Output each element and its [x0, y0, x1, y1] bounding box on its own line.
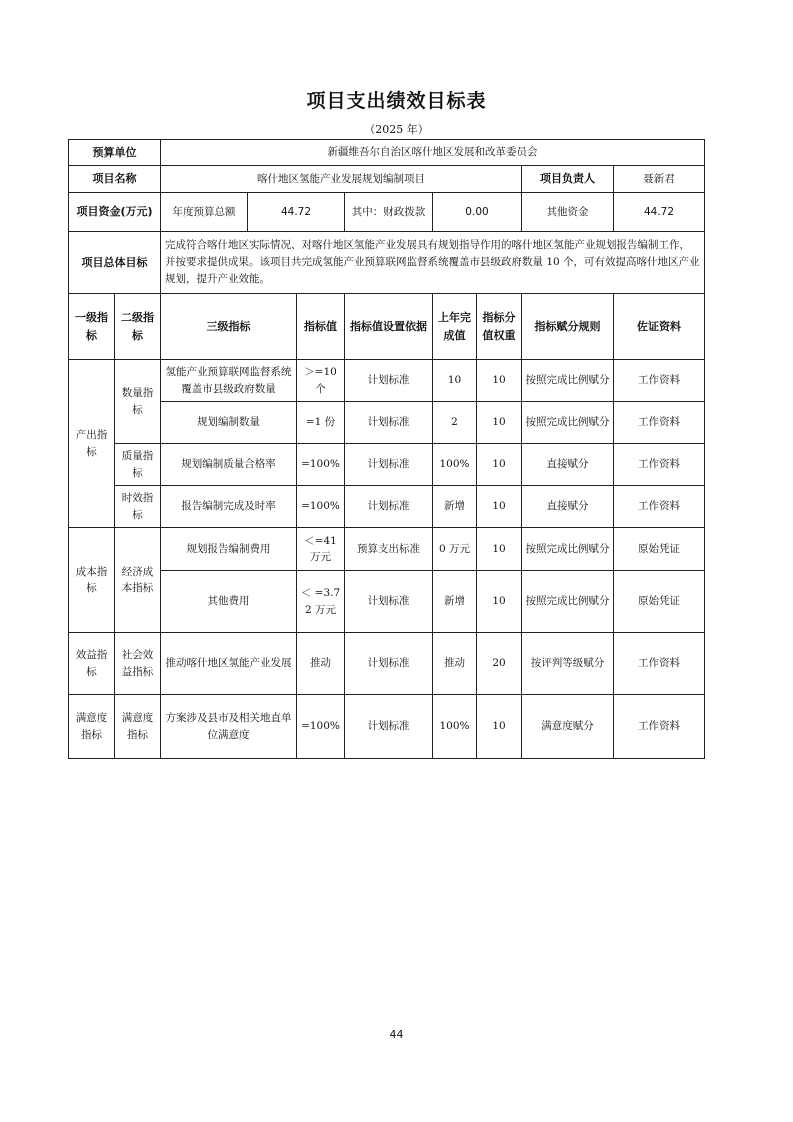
row-value: ＜=41 万元	[297, 528, 345, 571]
row-evidence: 工作资料	[614, 486, 705, 528]
page-number: 44	[389, 1028, 404, 1041]
row-rule: 直接赋分	[522, 444, 614, 486]
row-indicator: 推动喀什地区氢能产业发展	[161, 633, 297, 695]
table-row	[69, 633, 705, 695]
unit-label: 预算单位	[69, 140, 161, 166]
main-table	[68, 139, 705, 759]
row-weight: 10	[477, 695, 522, 759]
row-weight: 10	[477, 486, 522, 528]
row-basis: 计划标准	[345, 402, 433, 444]
group-cost: 成本指标	[69, 528, 115, 633]
group-economic: 经济成本指标	[115, 528, 161, 633]
total-budget-label: 年度预算总额	[161, 193, 248, 232]
header-row	[69, 294, 705, 360]
header-rule: 指标赋分规则	[522, 294, 614, 360]
table-row	[69, 444, 705, 486]
header-weight: 指标分值权重	[477, 294, 522, 360]
row-rule: 按照完成比例赋分	[522, 571, 614, 633]
fund-label: 项目资金(万元)	[69, 193, 161, 232]
owner-value: 聂新君	[614, 166, 705, 193]
row-last: 10	[433, 360, 477, 402]
goal-text: 完成符合喀什地区实际情况、对喀什地区氢能产业发展具有规划指导作用的喀什地区氢能产业规划报告编制工作，并按要求提供成果。该项目共完成氢能产业预算联网监督系统覆盖市县级政府数量 10 个，可有效提高喀什地区产业规划，提升产业效能。	[161, 232, 705, 294]
group-satisfaction-sub: 满意度指标	[115, 695, 161, 759]
row-evidence: 工作资料	[614, 695, 705, 759]
row-value: =100%	[297, 486, 345, 528]
fund-row	[69, 193, 705, 232]
row-weight: 10	[477, 360, 522, 402]
row-indicator: 方案涉及县市及相关地直单位满意度	[161, 695, 297, 759]
total-budget-value: 44.72	[248, 193, 345, 232]
group-quantity: 数量指标	[115, 360, 161, 444]
project-name-value: 喀什地区氢能产业发展规划编制项目	[161, 166, 522, 193]
row-weight: 10	[477, 571, 522, 633]
row-rule: 满意度赋分	[522, 695, 614, 759]
fiscal-value: 0.00	[433, 193, 522, 232]
row-value: ＜ =3.72 万元	[297, 571, 345, 633]
group-timeliness: 时效指标	[115, 486, 161, 528]
group-output: 产出指标	[69, 360, 115, 528]
row-value: =100%	[297, 695, 345, 759]
group-social: 社会效益指标	[115, 633, 161, 695]
table-row	[69, 360, 705, 402]
row-basis: 计划标准	[345, 360, 433, 402]
row-rule: 按照完成比例赋分	[522, 360, 614, 402]
row-evidence: 原始凭证	[614, 571, 705, 633]
row-indicator: 规划报告编制费用	[161, 528, 297, 571]
group-satisfaction: 满意度指标	[69, 695, 115, 759]
goal-row	[69, 232, 705, 294]
row-evidence: 工作资料	[614, 633, 705, 695]
row-rule: 按照完成比例赋分	[522, 528, 614, 571]
row-last: 新增	[433, 486, 477, 528]
row-value: =1 份	[297, 402, 345, 444]
row-weight: 20	[477, 633, 522, 695]
row-evidence: 工作资料	[614, 360, 705, 402]
group-quality: 质量指标	[115, 444, 161, 486]
row-indicator: 规划编制数量	[161, 402, 297, 444]
row-evidence: 原始凭证	[614, 528, 705, 571]
row-evidence: 工作资料	[614, 402, 705, 444]
project-name-label: 项目名称	[69, 166, 161, 193]
row-weight: 10	[477, 528, 522, 571]
table-row	[69, 402, 705, 444]
row-last: 2	[433, 402, 477, 444]
table-row	[69, 486, 705, 528]
year-label: （2025 年）	[364, 123, 429, 136]
table-row	[69, 571, 705, 633]
unit-value: 新疆维吾尔自治区喀什地区发展和改革委员会	[161, 140, 705, 166]
row-basis: 计划标准	[345, 486, 433, 528]
row-basis: 计划标准	[345, 633, 433, 695]
row-indicator: 氢能产业预算联网监督系统覆盖市县级政府数量	[161, 360, 297, 402]
row-indicator: 其他费用	[161, 571, 297, 633]
group-benefit: 效益指标	[69, 633, 115, 695]
row-value: ＞=10 个	[297, 360, 345, 402]
row-rule: 直接赋分	[522, 486, 614, 528]
header-evidence: 佐证资料	[614, 294, 705, 360]
row-last: 100%	[433, 444, 477, 486]
row-last: 推动	[433, 633, 477, 695]
row-basis: 预算支出标准	[345, 528, 433, 571]
owner-label: 项目负责人	[522, 166, 614, 193]
other-funds-value: 44.72	[614, 193, 705, 232]
row-rule: 按评判等级赋分	[522, 633, 614, 695]
row-last: 0 万元	[433, 528, 477, 571]
header-last-year: 上年完成值	[433, 294, 477, 360]
row-last: 100%	[433, 695, 477, 759]
row-basis: 计划标准	[345, 695, 433, 759]
header-level3: 三级指标	[161, 294, 297, 360]
table-row	[69, 695, 705, 759]
table-row	[69, 528, 705, 571]
project-name-row	[69, 166, 705, 193]
unit-row	[69, 140, 705, 166]
row-value: =100%	[297, 444, 345, 486]
row-basis: 计划标准	[345, 444, 433, 486]
row-weight: 10	[477, 444, 522, 486]
row-value: 推动	[297, 633, 345, 695]
other-funds-label: 其他资金	[522, 193, 614, 232]
row-weight: 10	[477, 402, 522, 444]
goal-label: 项目总体目标	[69, 232, 161, 294]
header-basis: 指标值设置依据	[345, 294, 433, 360]
row-rule: 按照完成比例赋分	[522, 402, 614, 444]
row-evidence: 工作资料	[614, 444, 705, 486]
header-level1: 一级指标	[69, 294, 115, 360]
row-indicator: 报告编制完成及时率	[161, 486, 297, 528]
header-value: 指标值	[297, 294, 345, 360]
row-last: 新增	[433, 571, 477, 633]
fiscal-label: 其中：财政拨款	[345, 193, 433, 232]
header-level2: 二级指标	[115, 294, 161, 360]
row-basis: 计划标准	[345, 571, 433, 633]
row-indicator: 规划编制质量合格率	[161, 444, 297, 486]
page-title: 项目支出绩效目标表	[306, 90, 487, 112]
